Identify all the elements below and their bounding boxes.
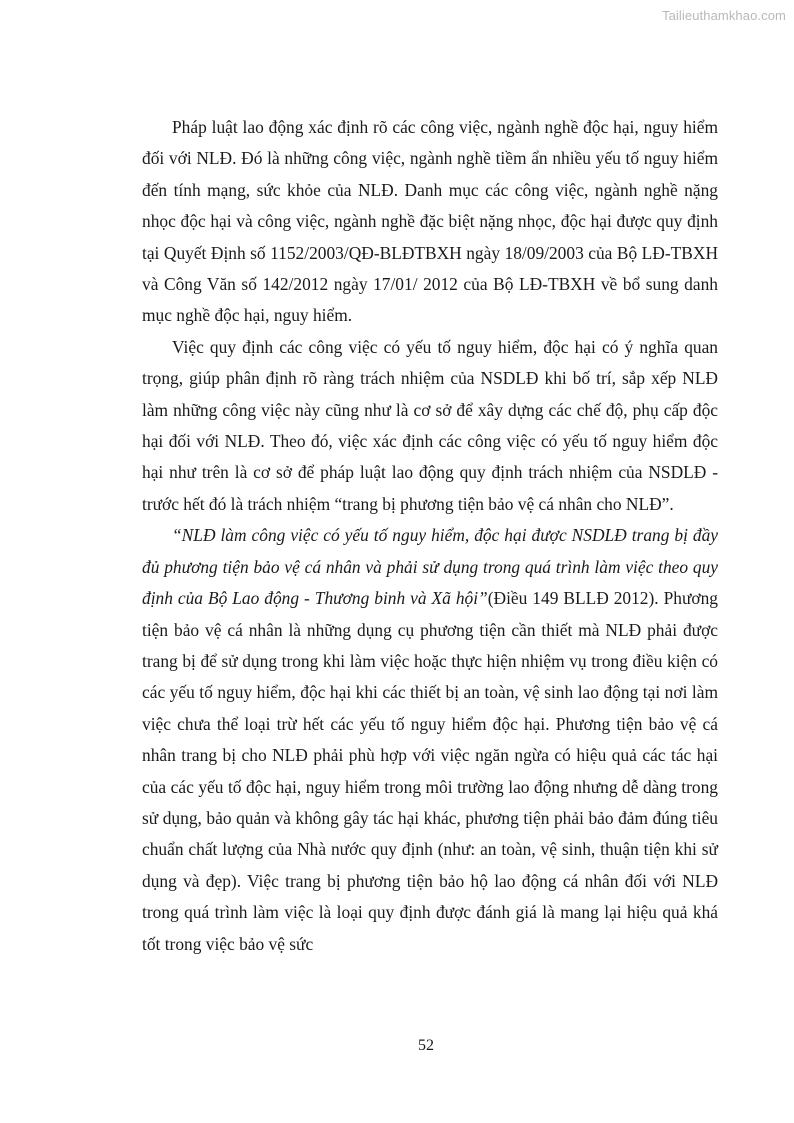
watermark-text: Tailieuthamkhao.com <box>661 8 786 23</box>
paragraph-2: Việc quy định các công việc có yếu tố nguy hiểm, độc hại có ý nghĩa quan trọng, giúp phân định rõ ràng trách nhiệm của NSDLĐ khi bố trí, sắp xếp NLĐ làm những công việc này cũng như là cơ sở để xây dựng các chế độ, phụ cấp độc hại đối với NLĐ. Theo đó, việc xác định các công việc có yếu tố nguy hiểm độc hại như trên là cơ sở để pháp luật lao động quy định trách nhiệm của NSDLĐ - trước hết đó là trách nhiệm “trang bị phương tiện bảo vệ cá nhân cho NLĐ”. <box>142 336 718 514</box>
paragraph-3-body: (Điều 149 BLLĐ 2012). Phương tiện bảo vệ cá nhân là những dụng cụ phương tiện cần thiết mà NLĐ phải được trang bị để sử dụng trong khi làm việc hoặc thực hiện nhiệm vụ trong điều kiện có các yếu tố nguy hiểm, độc hại khi các thiết bị an toàn, vệ sinh lao động tại nơi làm việc chưa thể loại trừ hết các yếu tố nguy hiểm độc hại. Phương tiện bảo vệ cá nhân trang bị cho NLĐ phải phù hợp với việc ngăn ngừa có hiệu quả các tác hại của các yếu tố độc hại, nguy hiểm trong môi trường lao động nhưng dễ dàng trong sử dụng, bảo quản và không gây tác hại khác, phương tiện phải bảo đảm đúng tiêu chuẩn chất lượng của Nhà nước quy định (như: an toàn, vệ sinh, thuận tiện khi sử dụng và đẹp). Việc trang bị phương tiện bảo hộ lao động cá nhân đối với NLĐ trong quá trình làm việc là loại quy định được đánh giá là mang lại hiệu quả khá tốt trong việc bảo vệ sức <box>142 588 718 954</box>
document-body <box>142 112 718 960</box>
paragraph-3 <box>142 520 718 960</box>
page-number: 52 <box>418 1037 434 1054</box>
paragraph-1: Pháp luật lao động xác định rõ các công việc, ngành nghề độc hại, nguy hiểm đối với NLĐ. Đó là những công việc, ngành nghề tiềm ẩn nhiều yếu tố nguy hiểm đến tính mạng, sức khỏe của NLĐ. Danh mục các công việc, ngành nghề nặng nhọc độc hại và công việc, ngành nghề đặc biệt nặng nhọc, độc hại được quy định tại Quyết Định số 1152/2003/QĐ-BLĐTBXH ngày 18/09/2003 của Bộ LĐ-TBXH và Công Văn số 142/2012 ngày 17/01/ 2012 của Bộ LĐ-TBXH về bổ sung danh mục nghề độc hại, nguy hiểm. <box>142 117 718 326</box>
quoted-legal-text: “NLĐ làm công việc có yếu tố nguy hiểm, độc hại được NSDLĐ trang bị đầy đủ phương tiện bảo vệ cá nhân và phải sử dụng trong quá trình làm việc theo quy định của Bộ Lao động - Thương binh và Xã hội” <box>142 525 718 609</box>
